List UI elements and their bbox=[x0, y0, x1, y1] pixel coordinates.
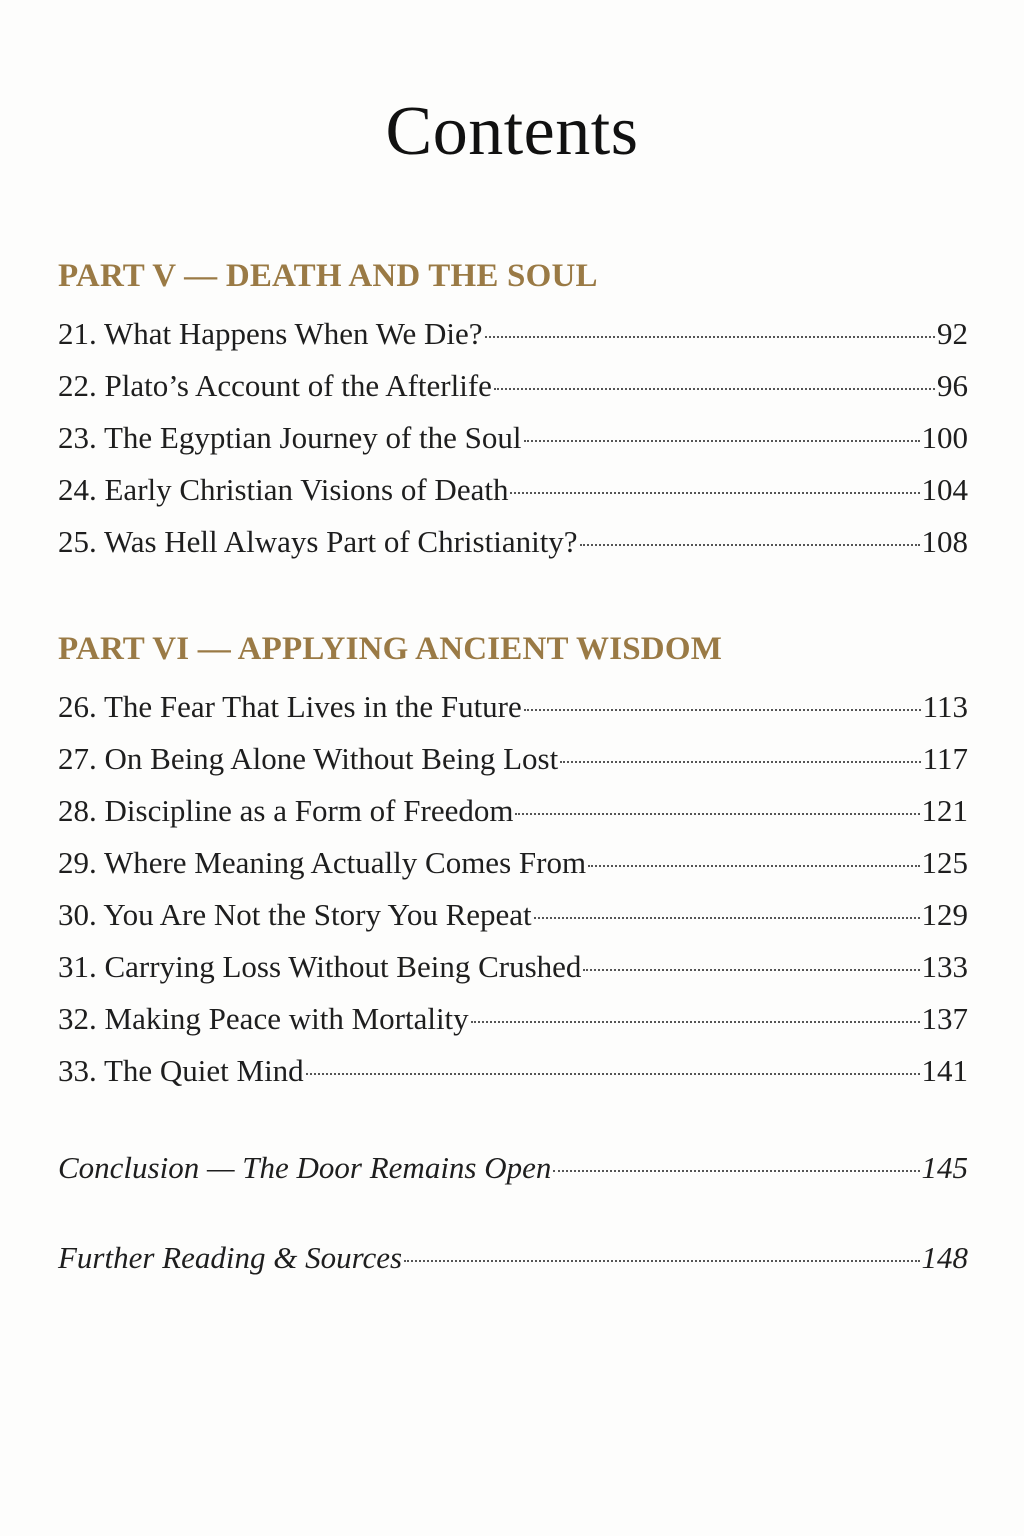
toc-entry-label: 33. The Quiet Mind bbox=[58, 1053, 304, 1088]
toc-entry-label: 23. The Egyptian Journey of the Soul bbox=[58, 420, 522, 455]
toc-entry[interactable] bbox=[58, 681, 968, 733]
dot-leader bbox=[494, 388, 935, 390]
toc-entry-label: 27. On Being Alone Without Being Lost bbox=[58, 741, 559, 776]
toc-entry-label: 31. Carrying Loss Without Being Crushed bbox=[58, 949, 582, 984]
page-title: Contents bbox=[385, 93, 639, 170]
toc-entry-label: 29. Where Meaning Actually Comes From bbox=[58, 845, 587, 880]
toc-page-number: 104 bbox=[921, 472, 968, 507]
toc-entry[interactable] bbox=[58, 412, 968, 464]
toc-page-number: 129 bbox=[921, 897, 968, 932]
toc-entry[interactable] bbox=[58, 785, 968, 837]
toc-entry-label: 24. Early Christian Visions of Death bbox=[58, 472, 509, 507]
toc-entry-label: 25. Was Hell Always Part of Christianity? bbox=[58, 524, 578, 559]
conclusion-section bbox=[58, 1142, 968, 1194]
dot-leader bbox=[553, 1170, 919, 1172]
toc-entry[interactable] bbox=[58, 308, 968, 360]
dot-leader bbox=[404, 1260, 919, 1262]
toc-entry-further-reading[interactable] bbox=[58, 1232, 968, 1284]
dot-leader bbox=[306, 1073, 920, 1075]
part-v-section bbox=[58, 252, 968, 568]
toc-page-number: 117 bbox=[922, 741, 968, 776]
toc-entry-label: Conclusion — The Door Remains Open bbox=[58, 1150, 552, 1185]
dot-leader bbox=[580, 544, 920, 546]
toc-page-number: 108 bbox=[921, 524, 968, 559]
toc-entry[interactable] bbox=[58, 993, 968, 1045]
toc-entry[interactable] bbox=[58, 516, 968, 568]
dot-leader bbox=[515, 813, 919, 815]
toc-entry[interactable] bbox=[58, 1045, 968, 1097]
toc-entry-label: 22. Plato’s Account of the Afterlife bbox=[58, 368, 492, 403]
toc-page-number: 141 bbox=[921, 1053, 968, 1088]
toc-entry[interactable] bbox=[58, 889, 968, 941]
toc-entry-label: Further Reading & Sources bbox=[58, 1240, 403, 1275]
dot-leader bbox=[471, 1021, 920, 1023]
toc-entry[interactable] bbox=[58, 837, 968, 889]
further-reading-section bbox=[58, 1232, 968, 1284]
toc-page-number: 100 bbox=[921, 420, 968, 455]
dot-leader bbox=[560, 761, 920, 763]
toc-entry[interactable] bbox=[58, 733, 968, 785]
toc-page-number: 137 bbox=[921, 1001, 968, 1036]
toc-page-number: 133 bbox=[921, 949, 968, 984]
dot-leader bbox=[524, 440, 920, 442]
toc-entry[interactable] bbox=[58, 360, 968, 412]
toc-page-number: 113 bbox=[922, 689, 968, 724]
toc-entry-conclusion[interactable] bbox=[58, 1142, 968, 1194]
toc-entry-label: 26. The Fear That Lives in the Future bbox=[58, 689, 522, 724]
dot-leader bbox=[583, 969, 919, 971]
toc-page-number: 96 bbox=[937, 368, 968, 403]
toc-entry-label: 32. Making Peace with Mortality bbox=[58, 1001, 469, 1036]
toc-entry[interactable] bbox=[58, 941, 968, 993]
part-heading: PART VI — APPLYING ANCIENT WISDOM bbox=[58, 631, 723, 667]
toc-entry-label: 28. Discipline as a Form of Freedom bbox=[58, 793, 514, 828]
dot-leader bbox=[588, 865, 919, 867]
dot-leader bbox=[485, 336, 936, 338]
dot-leader bbox=[534, 917, 920, 919]
part-vi-section bbox=[58, 625, 968, 1097]
toc-page-number: 92 bbox=[937, 316, 968, 351]
part-heading: PART V — DEATH AND THE SOUL bbox=[58, 258, 598, 294]
toc-page-number: 145 bbox=[921, 1150, 968, 1185]
toc-page-number: 148 bbox=[921, 1240, 968, 1275]
toc-entry[interactable] bbox=[58, 464, 968, 516]
toc-page-number: 125 bbox=[921, 845, 968, 880]
dot-leader bbox=[510, 492, 919, 494]
toc-entry-label: 30. You Are Not the Story You Repeat bbox=[58, 897, 532, 932]
dot-leader bbox=[524, 709, 921, 711]
toc-page-number: 121 bbox=[921, 793, 968, 828]
toc-entry-label: 21. What Happens When We Die? bbox=[58, 316, 483, 351]
